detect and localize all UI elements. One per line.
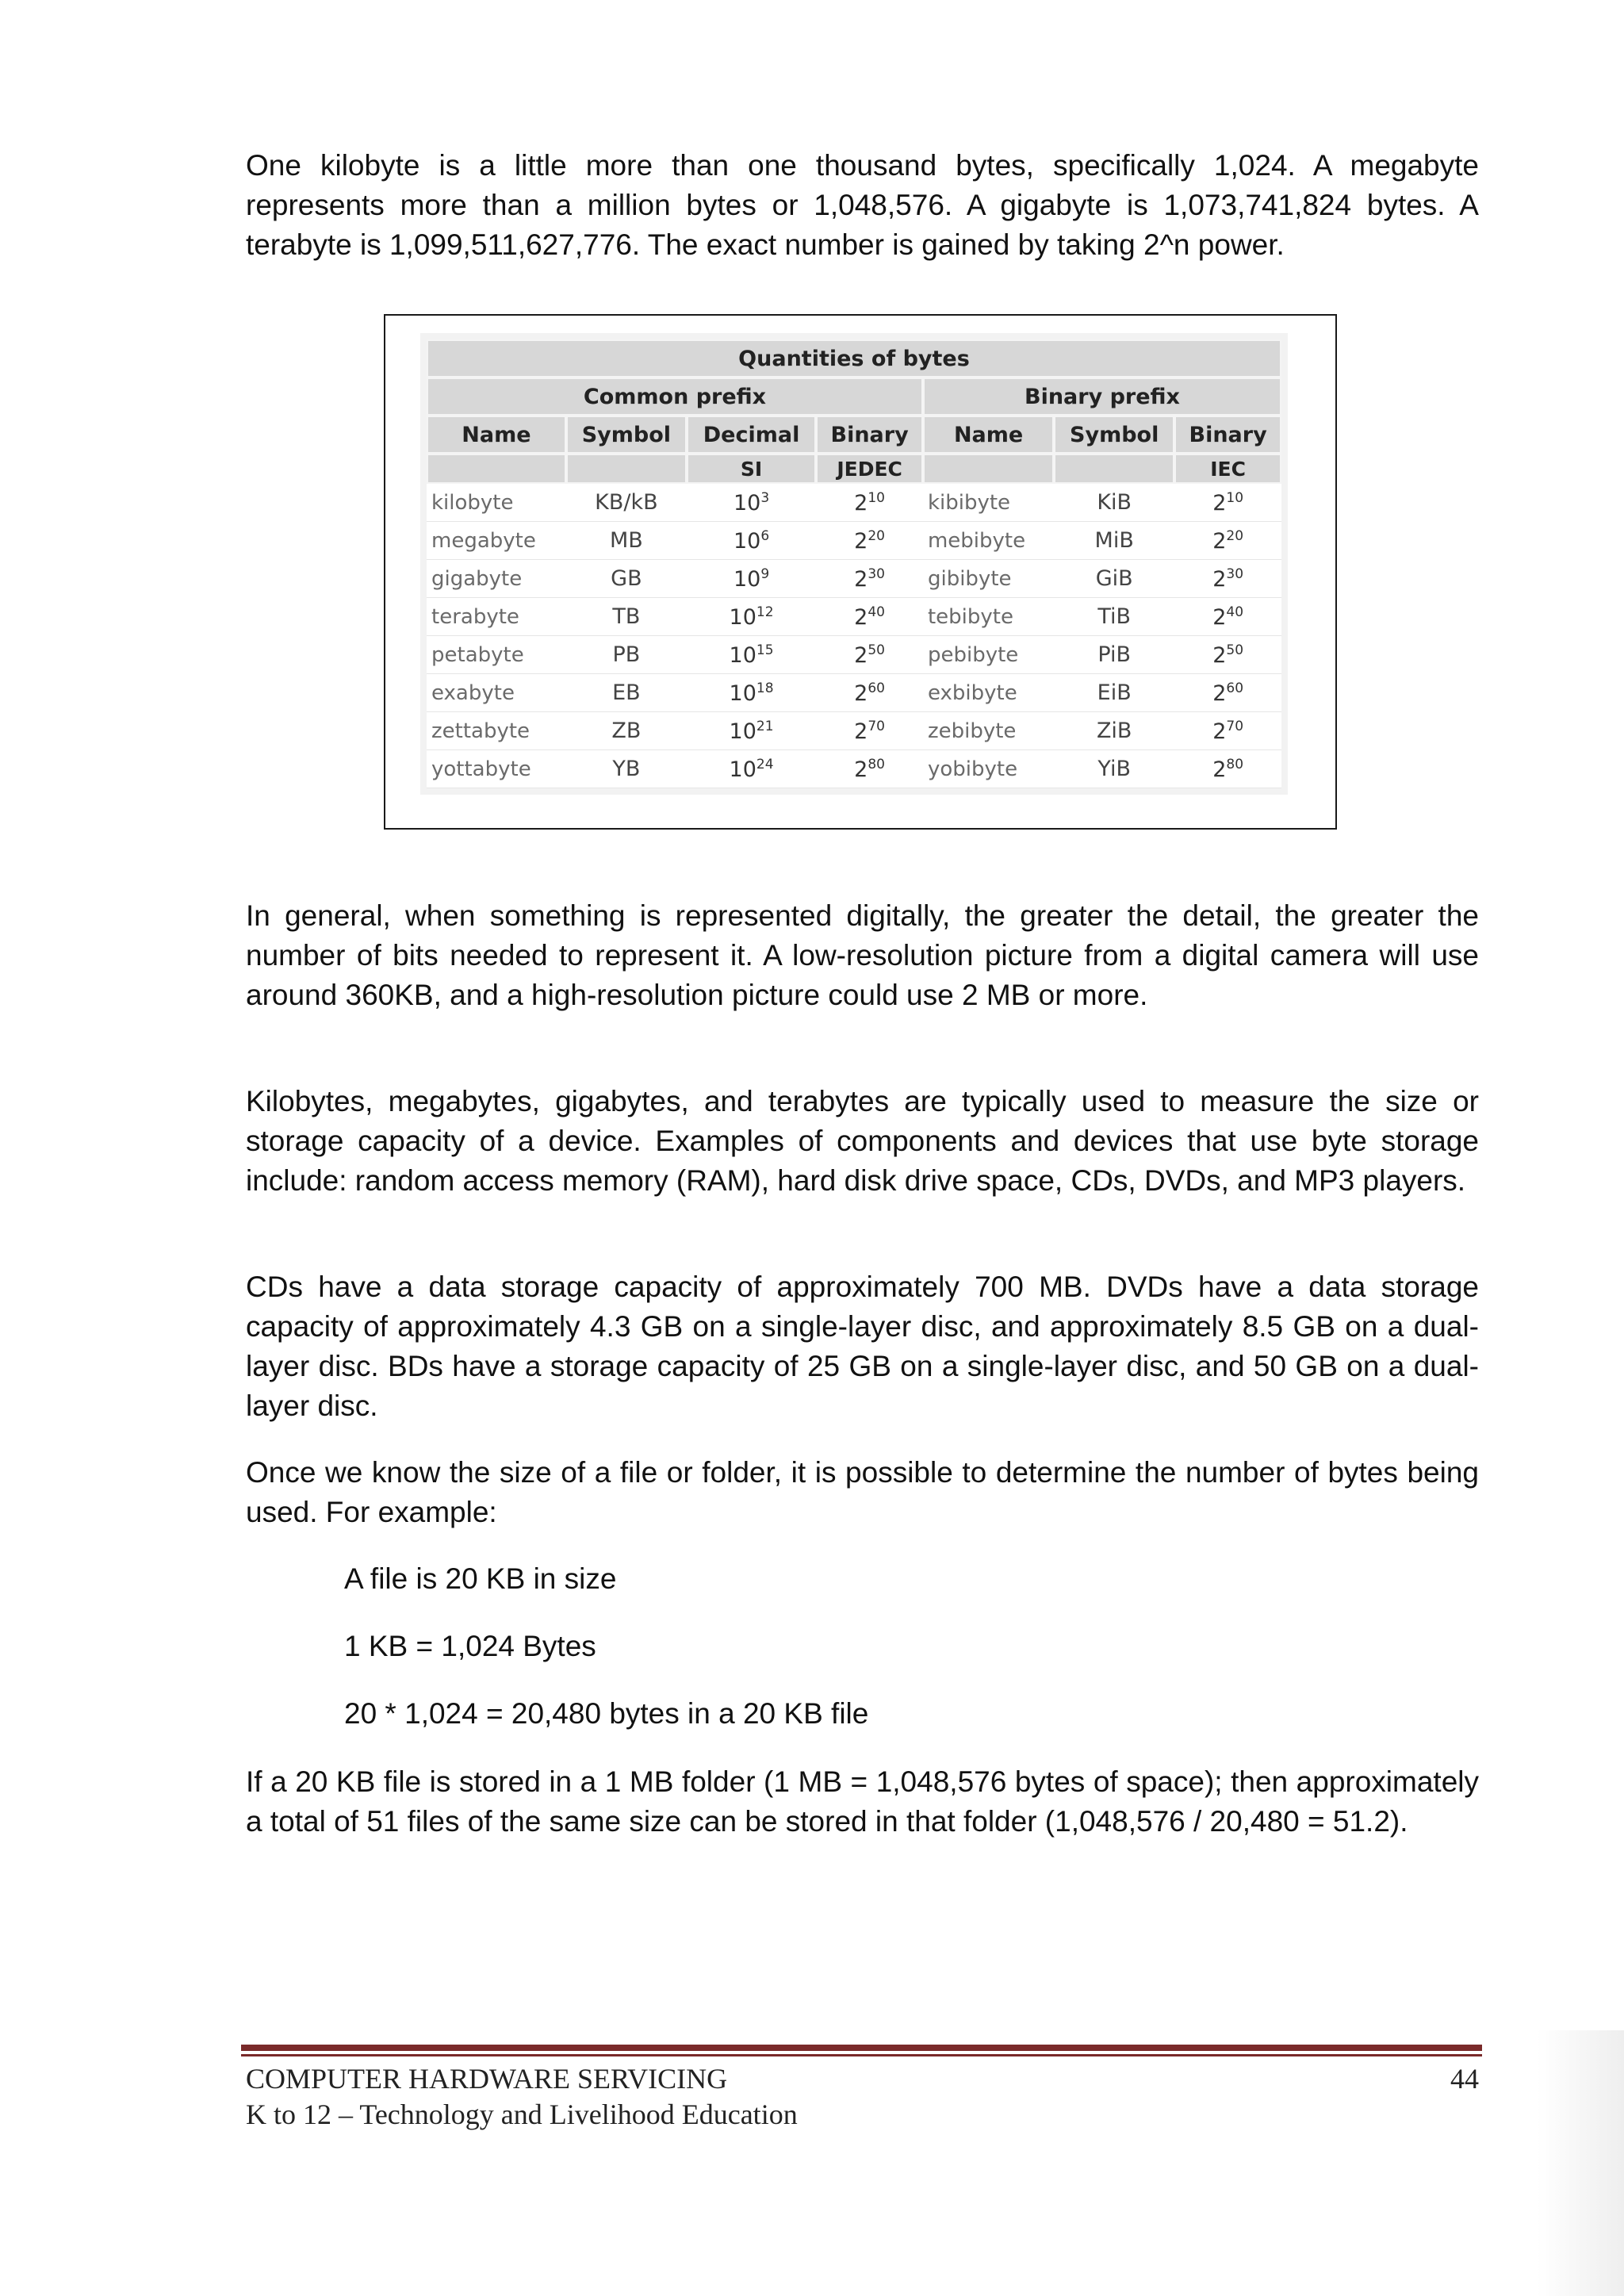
col-subheader: JEDEC [816,454,923,484]
exponent: 30 [868,565,885,582]
table-cell: yobibyte [923,750,1054,788]
footer-rule [241,2045,1482,2051]
exponent: 40 [868,604,885,620]
example-line-file-size: A file is 20 KB in size [344,1562,617,1595]
example-line-kb-bytes: 1 KB = 1,024 Bytes [344,1630,596,1662]
col-header: Binary [816,416,923,454]
table-cell: $2^{60}$ [816,674,923,712]
exponent: 12 [756,604,774,620]
col-subheader [1054,454,1174,484]
exponent: 3 [760,489,770,506]
table-cell: EiB [1054,674,1174,712]
col-header: Symbol [1054,416,1174,454]
exponent: 21 [756,718,774,734]
col-subheader [566,454,687,484]
table-cell: $2^{60}$ [1174,674,1281,712]
table-row [427,750,1281,788]
table-cell: megabyte [427,522,566,560]
table-cell: GB [566,560,687,598]
exponent: 70 [868,718,885,734]
table-cell: terabyte [427,598,566,636]
footer-course-title: COMPUTER HARDWARE SERVICING [246,2063,728,2095]
table-cell: yottabyte [427,750,566,788]
col-subheader: IEC [1174,454,1281,484]
col-header: Binary [1174,416,1281,454]
table-cell: ZiB [1054,712,1174,750]
col-subheader [427,454,566,484]
exponent: 40 [1226,604,1244,620]
table-cell: EB [566,674,687,712]
table-cell: $2^{80}$ [1174,750,1281,788]
table-title: Quantities of bytes [427,339,1281,378]
table-cell: $10^{21}$ [687,712,816,750]
table-cell: tebibyte [923,598,1054,636]
table-row [427,636,1281,674]
table-row [427,674,1281,712]
group-binary-prefix: Binary prefix [923,378,1281,416]
footer-program-title: K to 12 – Technology and Livelihood Education [246,2099,798,2130]
table-row [427,522,1281,560]
table-cell: petabyte [427,636,566,674]
table-cell: ZB [566,712,687,750]
table-cell: TB [566,598,687,636]
table-cell: zebibyte [923,712,1054,750]
table-cell: $10^{24}$ [687,750,816,788]
table-cell: KB/kB [566,484,687,522]
table-cell: $2^{10}$ [1174,484,1281,522]
table-cell: PiB [1054,636,1174,674]
table-cell: $10^{15}$ [687,636,816,674]
exponent: 10 [1226,489,1244,506]
table-body [427,484,1281,788]
table-cell: kibibyte [923,484,1054,522]
col-subheader: SI [687,454,816,484]
table-row [427,484,1281,522]
table-cell: pebibyte [923,636,1054,674]
table-cell: $2^{70}$ [1174,712,1281,750]
paragraph-storage-units: Kilobytes, megabytes, gigabytes, and terabytes are typically used to measure the size or storage capacity of a device. Examples of components and devices that use byte storage include: random access memory (RAM), hard disk drive space, CDs, DVDs, and MP3 players. [246,1085,1479,1197]
exponent: 6 [760,527,770,544]
exponent: 60 [1226,680,1244,696]
table-cell: $2^{50}$ [816,636,923,674]
quantities-of-bytes-table [427,339,1281,788]
table-cell: GiB [1054,560,1174,598]
table-cell: TiB [1054,598,1174,636]
table-cell: PB [566,636,687,674]
table-cell: $2^{40}$ [1174,598,1281,636]
example-line-calculation: 20 * 1,024 = 20,480 bytes in a 20 KB file [344,1697,869,1730]
table-cell: exbibyte [923,674,1054,712]
table-cell: $10^{18}$ [687,674,816,712]
paragraph-file-size-intro: Once we know the size of a file or folder, it is possible to determine the number of bytes being used. For example: [246,1456,1479,1528]
table-cell: $10^9$ [687,560,816,598]
table-cell: gibibyte [923,560,1054,598]
table-cell: MiB [1054,522,1174,560]
table-cell: MB [566,522,687,560]
exponent: 24 [756,756,774,772]
table-row [427,712,1281,750]
table-cell: $2^{30}$ [1174,560,1281,598]
exponent: 20 [868,527,885,544]
exponent: 50 [868,642,885,658]
col-header: Symbol [566,416,687,454]
table-cell: $2^{70}$ [816,712,923,750]
group-common-prefix: Common prefix [427,378,923,416]
exponent: 15 [756,642,774,658]
paragraph-digital-detail: In general, when something is represented digitally, the greater the detail, the greater the number of bits needed to represent it. A low-resolution picture from a digital camera will use around 360KB, and a high-resolution picture could use 2 MB or more. [246,899,1479,1011]
table-cell: $10^6$ [687,522,816,560]
col-subheader [923,454,1054,484]
table-cell: kilobyte [427,484,566,522]
table-cell: mebibyte [923,522,1054,560]
table-cell: $2^{20}$ [816,522,923,560]
table-cell: $2^{50}$ [1174,636,1281,674]
table-cell: $2^{30}$ [816,560,923,598]
exponent: 60 [868,680,885,696]
table-row [427,598,1281,636]
table-cell: gigabyte [427,560,566,598]
table-cell: YiB [1054,750,1174,788]
col-header: Decimal [687,416,816,454]
paragraph-disc-capacity: CDs have a data storage capacity of approximately 700 MB. DVDs have a data storage capacity of approximately 4.3 GB on a single-layer disc, and approximately 8.5 GB on a dual-layer disc. BDs have a storage capacity of 25 GB on a single-layer disc, and 50 GB on a dual-layer disc. [246,1271,1479,1422]
exponent: 50 [1226,642,1244,658]
table-cell: $2^{40}$ [816,598,923,636]
table-cell: YB [566,750,687,788]
paragraph-byte-sizes: One kilobyte is a little more than one thousand bytes, specifically 1,024. A megabyte represents more than a million bytes or 1,048,576. A gigabyte is 1,073,741,824 bytes. A terabyte is 1,099,511,627,776. The exact number is gained by taking 2^n power. [246,149,1479,261]
table-cell: $2^{10}$ [816,484,923,522]
exponent: 30 [1226,565,1244,582]
table-cell: $2^{80}$ [816,750,923,788]
table-cell: KiB [1054,484,1174,522]
footer-rule-thin [241,2054,1482,2056]
table-cell: $10^{12}$ [687,598,816,636]
page-edge-shadow [1537,2030,1624,2296]
exponent: 18 [756,680,774,696]
table-cell: zettabyte [427,712,566,750]
exponent: 80 [868,756,885,772]
col-header: Name [427,416,566,454]
exponent: 9 [760,565,770,582]
col-header: Name [923,416,1054,454]
paragraph-folder-example: If a 20 KB file is stored in a 1 MB folder (1 MB = 1,048,576 bytes of space); then approximately a total of 51 files of the same size can be stored in that folder (1,048,576 / 20,480 = 51.2). [246,1765,1479,1838]
table-cell: $10^3$ [687,484,816,522]
page-number: 44 [1450,2063,1479,2095]
table-cell: exabyte [427,674,566,712]
table-row [427,560,1281,598]
exponent: 80 [1226,756,1244,772]
exponent: 10 [868,489,885,506]
table-cell: $2^{20}$ [1174,522,1281,560]
exponent: 20 [1226,527,1244,544]
exponent: 70 [1226,718,1244,734]
